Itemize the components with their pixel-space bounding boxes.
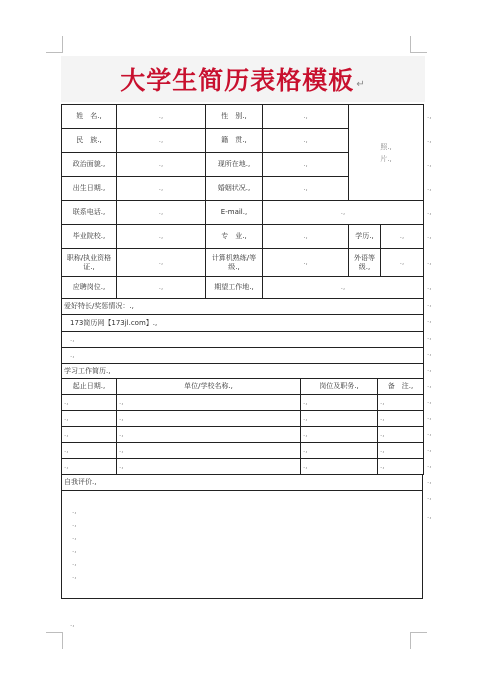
table-row (62, 332, 424, 348)
row-end-mark: ., (427, 429, 432, 437)
label-gender: 性 别., (206, 105, 263, 129)
table-row (62, 105, 424, 129)
row-end-mark: ., (427, 333, 432, 341)
row-end-mark: ., (427, 232, 432, 240)
row-end-mark: ., (427, 445, 432, 453)
table-row (62, 364, 424, 379)
label-language-level-line1: 外语等 (354, 253, 375, 262)
history-cell[interactable]: ., (117, 411, 301, 427)
label-degree: 学历., (349, 225, 381, 249)
history-cell[interactable]: ., (378, 411, 424, 427)
expected-location-field[interactable]: ., (263, 277, 424, 299)
label-graduate-school: 毕业院校., (62, 225, 117, 249)
table-row (62, 277, 424, 299)
row-end-mark: ., (427, 349, 432, 357)
history-cell[interactable]: ., (117, 395, 301, 411)
history-cell[interactable]: ., (378, 459, 424, 475)
hobbies-line[interactable]: ., (62, 348, 424, 364)
table-row (62, 475, 423, 491)
label-language-level (349, 249, 381, 277)
basic-info-table (61, 104, 424, 379)
computer-level-field[interactable]: ., (263, 249, 349, 277)
graduate-school-field[interactable]: ., (117, 225, 206, 249)
work-history-table (61, 378, 424, 475)
label-computer-level-line1: 计算机熟练/等 (211, 253, 257, 262)
label-native-place: 籍 贯., (206, 129, 263, 153)
label-certificates (62, 249, 117, 277)
corner-mark-top-left (46, 36, 63, 53)
name-field[interactable]: ., (117, 105, 206, 129)
ethnicity-field[interactable]: ., (117, 129, 206, 153)
table-row (62, 379, 424, 395)
table-row (62, 395, 424, 411)
label-current-residence: 现所在地., (206, 153, 263, 177)
hobbies-line[interactable]: ., (62, 332, 424, 348)
degree-field[interactable]: ., (381, 225, 424, 249)
row-end-mark: ., (427, 160, 432, 168)
corner-mark-bottom-left (46, 632, 63, 649)
self-eval-line: ., (72, 559, 77, 567)
history-cell[interactable]: ., (62, 459, 117, 475)
label-expected-location: 期望工作地., (206, 277, 263, 299)
history-cell[interactable]: ., (301, 427, 378, 443)
birth-date-field[interactable]: ., (117, 177, 206, 201)
table-row (62, 249, 424, 277)
row-end-mark: ., (427, 397, 432, 405)
table-row (62, 315, 424, 332)
history-cell[interactable]: ., (301, 411, 378, 427)
language-level-field[interactable]: ., (381, 249, 424, 277)
label-certificates-line2: 证., (83, 262, 95, 271)
email-field[interactable]: ., (263, 201, 424, 225)
self-eval-header: 自我评价., (62, 475, 423, 491)
label-computer-level (206, 249, 263, 277)
corner-mark-top-right (410, 36, 427, 53)
corner-mark-bottom-right (410, 632, 427, 649)
history-cell[interactable]: ., (301, 443, 378, 459)
history-col-notes: 备 注., (378, 379, 424, 395)
row-end-mark: ., (427, 300, 432, 308)
label-position-applied: 应聘岗位., (62, 277, 117, 299)
row-end-mark: ., (427, 208, 432, 216)
self-eval-line: ., (72, 520, 77, 528)
row-end-mark: ., (427, 413, 432, 421)
paragraph-mark: ↵ (356, 78, 366, 90)
label-phone: 联系电话., (62, 201, 117, 225)
row-end-mark: ., (427, 258, 432, 266)
history-col-organization: 单位/学校名称., (117, 379, 301, 395)
history-cell[interactable]: ., (117, 427, 301, 443)
history-cell[interactable]: ., (62, 427, 117, 443)
self-eval-line: ., (72, 507, 77, 515)
self-eval-line: ., (72, 546, 77, 554)
table-row (62, 411, 424, 427)
self-eval-line: ., (72, 533, 77, 541)
row-end-mark: ., (427, 512, 432, 520)
table-row (62, 348, 424, 364)
table-row (62, 491, 423, 599)
table-row (62, 225, 424, 249)
row-end-mark: ., (427, 184, 432, 192)
history-cell[interactable]: ., (301, 459, 378, 475)
row-end-mark: ., (427, 381, 432, 389)
label-ethnicity: 民 族., (62, 129, 117, 153)
label-major: 专 业., (206, 225, 263, 249)
photo-label-line1: 照., (380, 142, 392, 151)
row-end-mark: ., (427, 112, 432, 120)
history-header: 学习工作简历., (62, 364, 424, 379)
marital-status-field[interactable]: ., (263, 177, 349, 201)
hobbies-line[interactable]: 173简历网【173jl.com】., (62, 315, 424, 332)
hobbies-header: 爱好特长/奖惩情况：., (62, 299, 424, 315)
gender-field[interactable]: ., (263, 105, 349, 129)
label-birth-date: 出生日期., (62, 177, 117, 201)
row-end-mark: ., (427, 316, 432, 324)
self-evaluation-table (61, 474, 423, 599)
row-end-mark: ., (427, 477, 432, 485)
history-cell[interactable]: ., (62, 443, 117, 459)
row-end-mark: ., (427, 136, 432, 144)
history-cell[interactable]: ., (62, 411, 117, 427)
table-row (62, 299, 424, 315)
phone-field[interactable]: ., (117, 201, 206, 225)
document-title (61, 56, 425, 102)
label-email: E-mail., (206, 201, 263, 225)
history-cell[interactable]: ., (117, 443, 301, 459)
bottom-paragraph-mark: ., (70, 620, 75, 628)
resume-form (61, 104, 423, 599)
history-cell[interactable]: ., (378, 427, 424, 443)
photo-cell[interactable] (349, 105, 424, 201)
row-end-mark: ., (427, 493, 432, 501)
label-computer-level-line2: 级., (228, 262, 240, 271)
history-cell[interactable]: ., (62, 395, 117, 411)
row-end-mark: ., (427, 461, 432, 469)
label-name: 姓 名., (62, 105, 117, 129)
history-col-position: 岗位及职务., (301, 379, 378, 395)
title-text: 大学生简历表格模板 (120, 66, 355, 95)
table-row (62, 201, 424, 225)
self-eval-line: ., (72, 572, 77, 580)
label-political-status: 政治面貌., (62, 153, 117, 177)
history-col-date: 起止日期., (62, 379, 117, 395)
self-eval-body[interactable] (62, 491, 423, 599)
photo-label-line2: 片., (380, 154, 392, 163)
table-row (62, 443, 424, 459)
major-field[interactable]: ., (263, 225, 349, 249)
history-cell[interactable]: ., (117, 459, 301, 475)
native-place-field[interactable]: ., (263, 129, 349, 153)
table-row (62, 459, 424, 475)
row-end-mark: ., (427, 283, 432, 291)
table-row (62, 427, 424, 443)
political-status-field[interactable]: ., (117, 153, 206, 177)
current-residence-field[interactable]: ., (263, 153, 349, 177)
label-marital-status: 婚姻状况., (206, 177, 263, 201)
position-applied-field[interactable]: ., (117, 277, 206, 299)
label-certificates-line1: 职称/执业资格 (66, 253, 112, 262)
certificates-field[interactable]: ., (117, 249, 206, 277)
history-cell[interactable]: ., (378, 395, 424, 411)
label-language-level-line2: 级., (358, 262, 371, 271)
history-cell[interactable]: ., (301, 395, 378, 411)
row-end-mark: ., (427, 365, 432, 373)
history-cell[interactable]: ., (378, 443, 424, 459)
